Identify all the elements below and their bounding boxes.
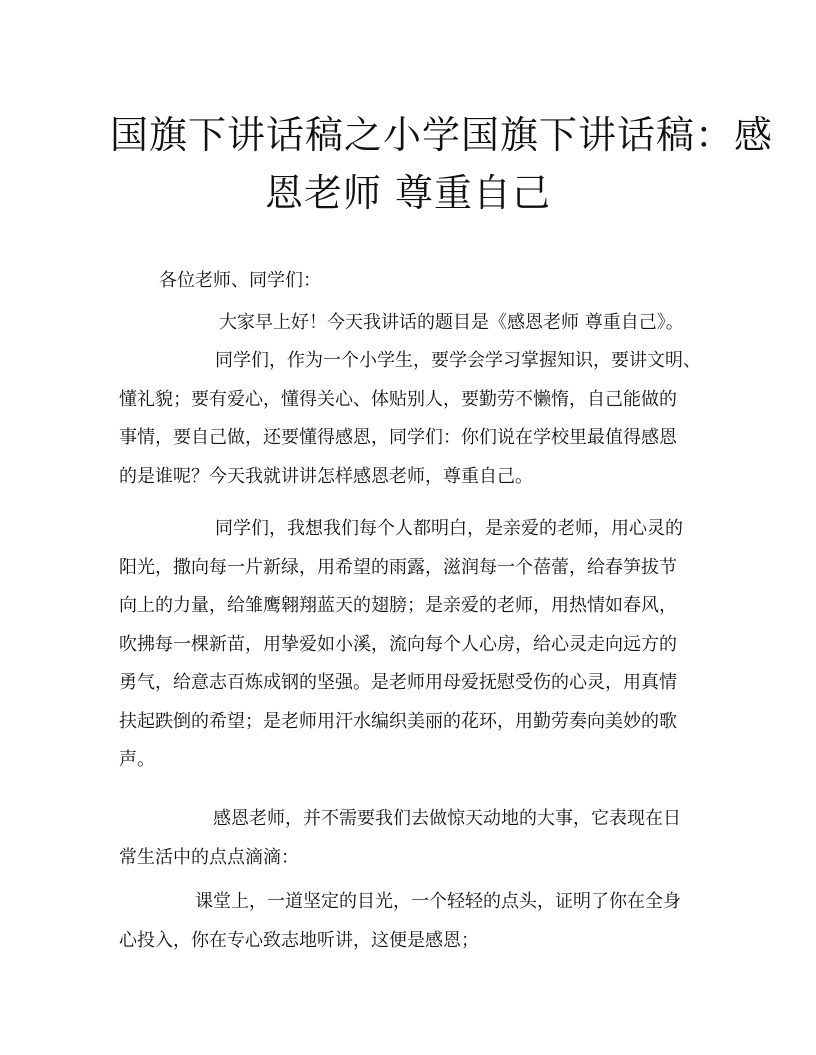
paragraph-line: 心投入，你在专心致志地听讲，这便是感恩； (119, 929, 479, 951)
paragraph-line: 阳光，撒向每一片新绿，用希望的雨露，滋润每一个蓓蕾，给春笋拔节 (119, 556, 677, 578)
paragraph-line: 懂礼貌；要有爱心，懂得关心、体贴别人，要勤劳不懒惰，自己能做的 (119, 388, 677, 410)
paragraph-line: 扶起跌倒的希望；是老师用汗水编织美丽的花环，用勤劳奏向美妙的歌 (119, 710, 677, 732)
paragraph-line: 课堂上，一道坚定的目光，一个轻轻的点头，证明了你在全身 (195, 891, 681, 912)
greeting-paragraph (119, 304, 699, 343)
salutation (119, 262, 699, 301)
title-line-2: 恩老师 尊重自己 (264, 171, 552, 215)
paragraph-line: 事情，要自己做，还要懂得感恩，同学们：你们说在学校里最值得感恩 (119, 427, 677, 448)
paragraph-line: 同学们，作为一个小学生，要学会学习掌握知识，要讲文明、 (215, 350, 701, 371)
body-paragraph (119, 510, 699, 780)
body-paragraph (119, 883, 699, 960)
paragraph-line: 常生活中的点点滴滴： (119, 846, 299, 868)
paragraph-line: 各位老师、同学们： (159, 270, 321, 291)
paragraph-line: 的是谁呢？今天我就讲讲怎样感恩老师，尊重自己。 (119, 465, 533, 487)
document-title (110, 106, 774, 222)
paragraph-line: 感恩老师，并不需要我们去做惊天动地的大事，它表现在日 (213, 808, 681, 829)
title-line-1: 国旗下讲话稿之小学国旗下讲话稿：感 (110, 113, 774, 157)
paragraph-line: 勇气，给意志百炼成钢的坚强。是老师用母爱抚慰受伤的心灵，用真情 (119, 672, 677, 693)
body-paragraph (119, 342, 699, 496)
paragraph-line: 向上的力量，给雏鹰翱翔蓝天的翅膀；是亲爱的老师，用热情如春风， (119, 595, 677, 616)
paragraph-line: 声。 (119, 749, 155, 770)
paragraph-line: 大家早上好！今天我讲话的题目是《感恩老师 尊重自己》。 (219, 312, 684, 333)
body-paragraph (119, 800, 699, 877)
paragraph-line: 同学们，我想我们每个人都明白，是亲爱的老师，用心灵的 (215, 518, 683, 539)
paragraph-line: 吹拂每一棵新苗，用挚爱如小溪，流向每个人心房，给心灵走向远方的 (119, 633, 677, 655)
